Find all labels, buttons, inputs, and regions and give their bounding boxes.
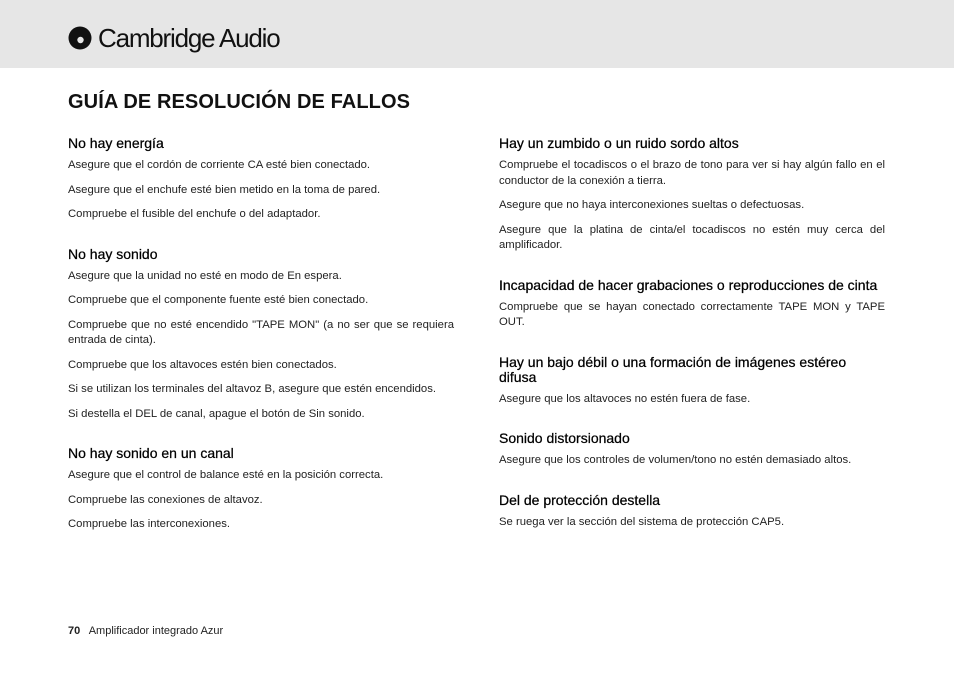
troubleshooting-section	[68, 247, 454, 423]
troubleshooting-section	[499, 136, 885, 254]
brand-logo	[68, 22, 279, 54]
troubleshooting-section	[499, 278, 885, 331]
section-item: Asegure que la platina de cinta/el tocadiscos no estén muy cerca del amplificador.	[499, 223, 885, 251]
section-item: Se ruega ver la sección del sistema de protección CAP5.	[499, 515, 785, 528]
section-item: Asegure que el enchufe esté bien metido en la toma de pared.	[68, 183, 381, 196]
section-item: Si se utilizan los terminales del altavoz B, asegure que estén encendidos.	[68, 383, 436, 395]
troubleshooting-section	[499, 355, 885, 408]
left-column	[68, 136, 454, 557]
section-item: Compruebe las interconexiones.	[68, 518, 231, 530]
section-item: Compruebe el tocadiscos o el brazo de tono para ver si hay algún fallo en el conductor de la conexión a tierra.	[499, 159, 885, 187]
section-item: Asegure que los altavoces no estén fuera de fase.	[499, 392, 751, 405]
section-item: Asegure que no haya interconexiones sueltas o defectuosas.	[499, 199, 805, 211]
section-item: Compruebe que los altavoces estén bien conectados.	[68, 358, 337, 371]
page-number: 70	[68, 625, 81, 637]
section-heading: Incapacidad de hacer grabaciones o reproducciones de cinta	[499, 276, 878, 293]
page-footer	[68, 625, 223, 637]
header-bar	[0, 0, 954, 68]
section-item: Compruebe que el componente fuente esté bien conectado.	[68, 294, 369, 306]
troubleshooting-section	[68, 446, 454, 533]
troubleshooting-section	[68, 136, 454, 223]
section-item: Si destella el DEL de canal, apague el botón de Sin sonido.	[68, 407, 365, 420]
section-item: Compruebe que se hayan conectado correctamente TAPE MON y TAPE OUT.	[499, 300, 885, 328]
section-item: Compruebe el fusible del enchufe o del adaptador.	[68, 208, 321, 220]
section-heading: No hay energía	[68, 135, 164, 151]
section-item: Asegure que la unidad no esté en modo de En espera.	[68, 269, 342, 282]
section-item: Compruebe las conexiones de altavoz.	[68, 493, 263, 506]
section-item: Asegure que el cordón de corriente CA esté bien conectado.	[68, 159, 371, 171]
section-heading: Sonido distorsionado	[499, 430, 630, 446]
section-item: Compruebe que no esté encendido "TAPE MON" (a no ser que se requiera entrada de cinta).	[68, 318, 454, 346]
section-heading: Hay un zumbido o un ruido sordo altos	[499, 135, 739, 151]
troubleshooting-section	[499, 431, 885, 469]
right-column	[499, 136, 885, 554]
product-name: Amplificador integrado Azur	[88, 625, 224, 637]
section-heading: No hay sonido en un canal	[68, 445, 234, 461]
cambridge-audio-logo-icon	[68, 26, 92, 50]
page-title: GUÍA DE RESOLUCIÓN DE FALLOS	[68, 91, 411, 113]
brand-name: Cambridge Audio	[98, 23, 280, 53]
section-item: Asegure que los controles de volumen/tono no estén demasiado altos.	[499, 454, 852, 466]
section-heading: No hay sonido	[68, 245, 158, 262]
troubleshooting-section	[499, 493, 885, 531]
section-item: Asegure que el control de balance esté en la posición correcta.	[68, 469, 384, 481]
section-heading: Hay un bajo débil o una formación de imágenes estéreo difusa	[499, 353, 847, 385]
section-heading: Del de protección destella	[499, 491, 661, 508]
